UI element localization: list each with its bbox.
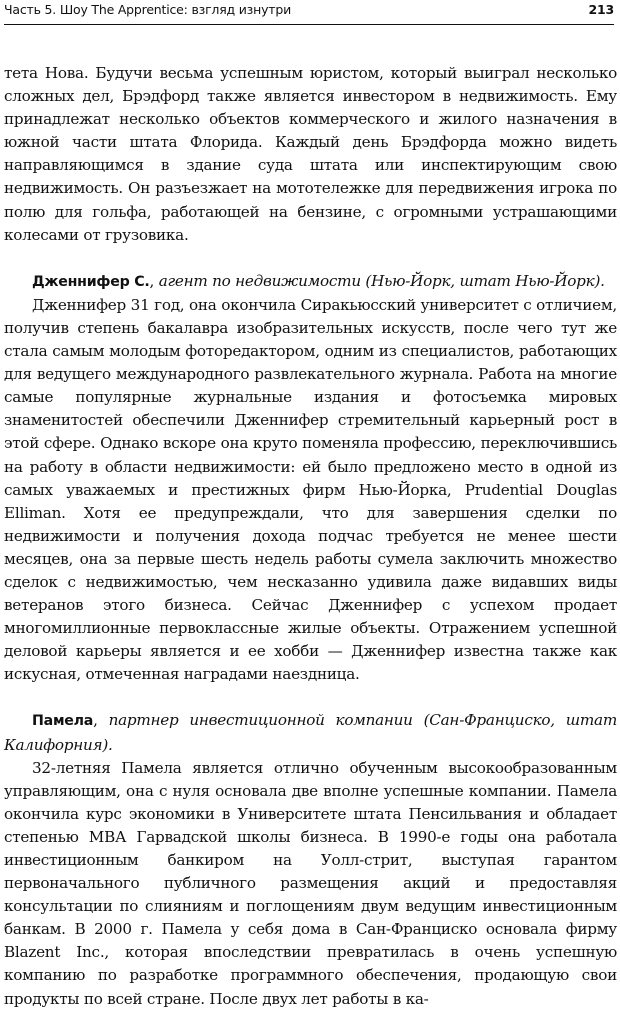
candidate-role: агент по недвижимости (Нью-Йорк, штат Нью-Йорк). — [158, 271, 605, 290]
page-number: 213 — [588, 2, 614, 17]
paragraph-bradford-continued: тета Нова. Будучи весьма успешным юристом, который выиграл несколько сложных дел, Брэдфорд также является инвестором в недвижимость. Ему принадлежат несколько объектов коммерческого и жилого назначения в южной части штата Флорида. Каждый день Брэдфорда можно видеть направляющимся в здание суда штата или инспектирующим свою недвижимость. Он разъезжает на мототележке для передвижения игрока по полю для гольфа, работающей на бензине, с огромными устрашающими колесами от грузовика. — [4, 64, 617, 244]
entry-jennifer-heading: Дженнифер С., агент по недвижимости (Нью-Йорк, штат Нью-Йорк). — [32, 271, 605, 290]
candidate-name: Дженнифер С. — [32, 273, 150, 290]
candidate-name: Памела — [32, 713, 94, 730]
entry-pamela-heading: Памела, партнер инвестиционной компании (Сан-Франциско, штат Калифорния). — [4, 711, 617, 754]
running-header — [4, 0, 614, 25]
body-text — [4, 62, 617, 1011]
paragraph-pamela: 32-летняя Памела является отлично обученным высокообразованным управляющим, она с нуля основала две вполне успешные компании. Памела окончила курс экономики в Университете штата Пенсильвания и обладает степенью МВА Гарвадской школы бизнеса. В 1990-е годы она работала инвестиционным банкиром на Уолл-стрит, выступая гарантом первоначального публичного размещения акций и предоставляя консультации по слияниям и поглощениям двум ведущим инвестиционным банкам. В 2000 г. Памела у себя дома в Сан-Франциско основала фирму Blazent Inc., которая впоследствии превратилась в очень успешную компанию по разработке программного обеспечения, продающую свои продукты по всей стране. После двух лет работы в ка- — [4, 758, 617, 1008]
candidate-role: партнер инвестиционной компании (Сан-Франциско, штат Калифорния). — [4, 711, 617, 754]
paragraph-jennifer: Дженнифер 31 год, она окончила Сиракьюсский университет с отличием, получив степень бакалавра изобразительных искусств, после чего тут же стала самым молодым фоторедактором, одним из специалистов, работающих для ведущего международного развлекательного журнала. Работа на многие самые популярные журнальные издания и фотосъемка мировых знаменитостей обеспечили Дженнифер стремительный карьерный рост в этой сфере. Однако вскоре она круто поменяла профессию, переключившись на работу в области недвижимости: ей было предложено место в одной из самых уважаемых и престижных фирм Нью-Йорка, Prudential Douglas Elliman. Хотя ее предупреждали, что для завершения сделки по недвижимости и получения дохода подчас требуется не менее шести месяцев, она за первые шесть недель работы сумела заключить множество сделок с недвижимостью, чем несказанно удивила даже видавших виды ветеранов этого бизнеса. Сейчас Дженнифер с успехом продает многомиллионные первоклассные жилые объекты. Отражением успешной деловой карьеры является и ее хобби — Дженнифер известна также как искусная, отмеченная наградами наездница. — [4, 295, 617, 684]
running-title: Часть 5. Шоу The Apprentice: взгляд изнутри — [4, 2, 292, 17]
